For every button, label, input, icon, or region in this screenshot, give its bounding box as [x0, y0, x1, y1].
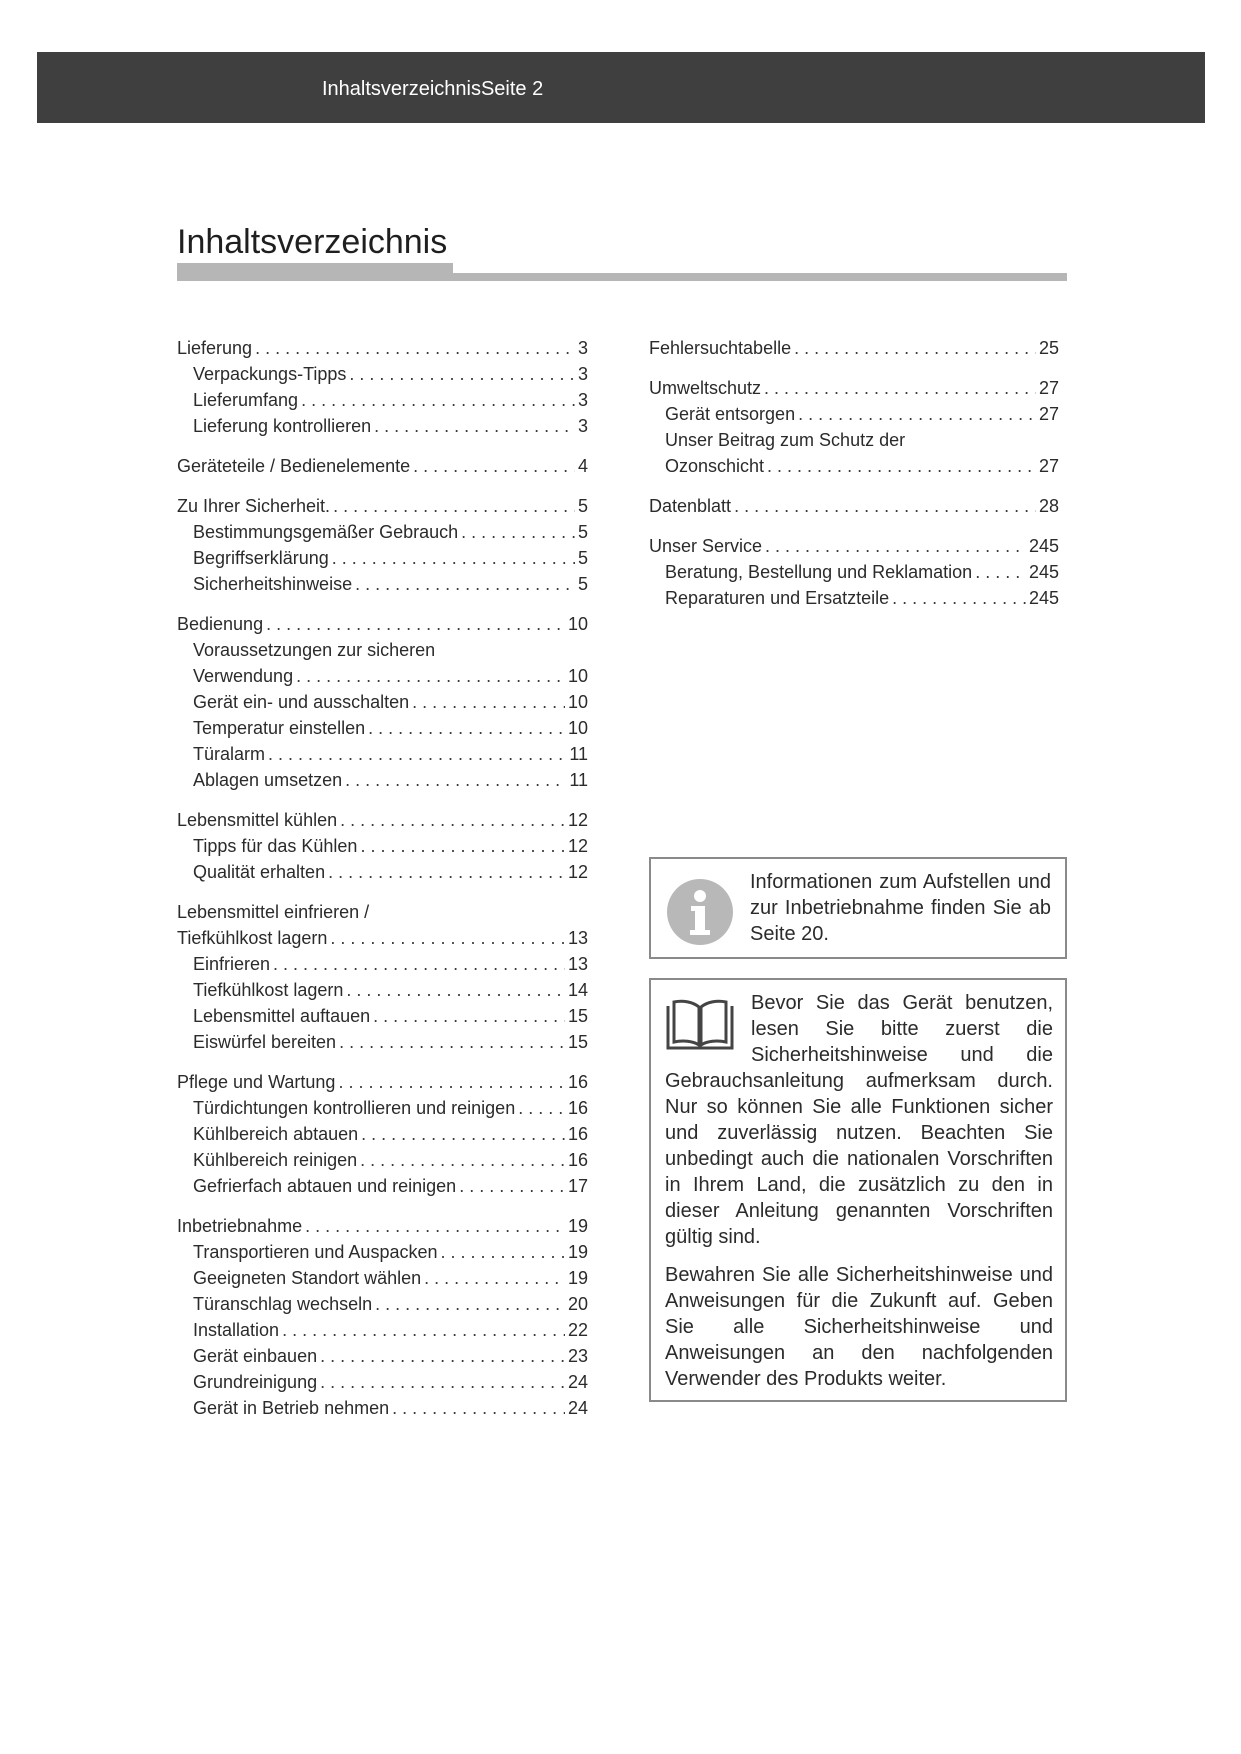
toc-subentry[interactable] [177, 977, 588, 1003]
toc-page-number: 3 [577, 390, 588, 410]
toc-entry-label: Gerät in Betrieb nehmen [193, 1398, 390, 1418]
toc-entry-label: Tipps für das Kühlen [193, 836, 358, 856]
toc-entry-label: Begriffserklärung [193, 548, 329, 568]
toc-entry-label: Türanschlag wechseln [193, 1294, 373, 1314]
toc-entry[interactable] [177, 453, 588, 479]
title-rule [177, 263, 1067, 281]
toc-page-number: 24 [567, 1372, 588, 1392]
toc-entry-label: Inbetriebnahme [177, 1216, 303, 1236]
toc-entry[interactable] [177, 925, 588, 951]
toc-leader-dots [255, 335, 575, 361]
toc-page-number: 19 [567, 1268, 588, 1288]
toc-leader-dots [368, 715, 565, 741]
toc-page-number: 22 [567, 1320, 588, 1340]
note-icon-space [665, 990, 751, 1066]
toc-entry-label: Eiswürfel bereiten [193, 1032, 337, 1052]
toc-subentry[interactable] [177, 833, 588, 859]
toc-entry-label: Verwendung [193, 666, 294, 686]
toc-page-number: 16 [567, 1124, 588, 1144]
toc-leader-dots [361, 1121, 565, 1147]
toc-right-column [649, 335, 1059, 625]
toc-entry-label: Umweltschutz [649, 378, 762, 398]
toc-entry-label: Lebensmittel auftauen [193, 1006, 371, 1026]
toc-page-number: 25 [1038, 338, 1059, 358]
toc-leader-dots [798, 401, 1036, 427]
toc-subentry[interactable] [177, 1369, 588, 1395]
toc-entry-label: Installation [193, 1320, 280, 1340]
toc-leader-dots [975, 559, 1026, 585]
toc-leader-dots [320, 1343, 565, 1369]
toc-page-number: 23 [567, 1346, 588, 1366]
toc-leader-dots [332, 545, 575, 571]
toc-page-number: 17 [567, 1176, 588, 1196]
toc-page-number: 10 [567, 692, 588, 712]
title-rule-thin [453, 273, 1067, 281]
title-rule-thick [177, 263, 453, 281]
toc-page-number: 19 [567, 1242, 588, 1262]
toc-entry-label: Fehlersuchtabelle [649, 338, 792, 358]
toc-group [649, 493, 1059, 519]
toc-page-number: 11 [569, 770, 588, 790]
toc-leader-dots [892, 585, 1026, 611]
toc-leader-dots [333, 493, 575, 519]
toc-page-number: 16 [567, 1098, 588, 1118]
note-text [665, 990, 1053, 1392]
toc-entry-label: Verpackungs-Tipps [193, 364, 347, 384]
toc-leader-dots [349, 361, 575, 387]
toc-leader-dots [360, 1147, 565, 1173]
toc-page-number: 16 [567, 1072, 588, 1092]
toc-subentry[interactable] [177, 1173, 588, 1199]
toc-leader-dots [328, 859, 565, 885]
toc-subentry[interactable] [649, 585, 1059, 611]
toc-subentry[interactable] [177, 859, 588, 885]
toc-leader-dots [413, 453, 575, 479]
toc-entry[interactable] [177, 611, 588, 637]
toc-leader-dots [360, 833, 565, 859]
toc-page-number: 245 [1028, 588, 1059, 608]
toc-subentry[interactable] [177, 545, 588, 571]
toc-subentry[interactable] [177, 951, 588, 977]
info-icon [666, 878, 734, 946]
toc-entry-label: Voraussetzungen zur sicheren [193, 640, 436, 660]
toc-page-number: 15 [567, 1032, 588, 1052]
toc-subentry[interactable] [177, 1147, 588, 1173]
toc-page-number: 5 [577, 522, 588, 542]
toc-entry-label: Gefrierfach abtauen und reinigen [193, 1176, 457, 1196]
toc-subentry[interactable] [177, 571, 588, 597]
toc-subentry[interactable] [177, 715, 588, 741]
toc-entry-label: Einfrieren [193, 954, 271, 974]
toc-page-number: 12 [567, 810, 588, 830]
toc-page-number: 28 [1038, 496, 1059, 516]
toc-leader-dots [296, 663, 565, 689]
toc-subentry[interactable] [177, 1395, 588, 1421]
toc-page-number: 24 [567, 1398, 588, 1418]
toc-leader-dots [266, 611, 565, 637]
toc-entry-label: Reparaturen und Ersatzteile [665, 588, 890, 608]
toc-leader-dots [330, 925, 565, 951]
note-paragraph-2: Bewahren Sie alle Sicherheitshinweise und Anweisungen für die Zukunft auf. Geben Sie alle Sicherheitshinweise und Anweisungen an den nachfolgenden Verwender des Produkts weiter. [665, 1264, 1053, 1390]
toc-entry[interactable] [177, 807, 588, 833]
toc-subentry[interactable] [177, 361, 588, 387]
toc-entry[interactable] [177, 335, 588, 361]
toc-page-number: 27 [1038, 456, 1059, 476]
toc-leader-dots [441, 1239, 565, 1265]
toc-page-number: 10 [567, 614, 588, 634]
toc-page-number: 245 [1028, 562, 1059, 582]
toc-page-number: 16 [567, 1150, 588, 1170]
toc-page-number: 10 [567, 666, 588, 686]
toc-group [177, 899, 588, 1055]
toc-entry-label: Gerät ein- und ausschalten [193, 692, 410, 712]
toc-entry-label: Datenblatt [649, 496, 732, 516]
toc-group [649, 335, 1059, 361]
toc-entry-label: Tiefkühlkost lagern [193, 980, 344, 1000]
toc-entry-label: Gerät einbauen [193, 1346, 318, 1366]
toc-leader-dots [765, 533, 1026, 559]
toc-page-number: 11 [569, 744, 588, 764]
header-bar [37, 52, 1205, 123]
toc-group [177, 493, 588, 597]
toc-subentry[interactable] [649, 427, 1059, 453]
toc-entry-label: Lebensmittel einfrieren / [177, 902, 370, 922]
note-box [649, 978, 1067, 1402]
toc-entry-label: Kühlbereich abtauen [193, 1124, 359, 1144]
toc-entry-label: Lieferung kontrollieren [193, 416, 372, 436]
toc-page-number: 12 [567, 836, 588, 856]
toc-leader-dots [794, 335, 1036, 361]
toc-subentry[interactable] [177, 637, 588, 663]
toc-page-number: 5 [577, 574, 588, 594]
toc-subentry[interactable] [177, 413, 588, 439]
toc-leader-dots [374, 413, 575, 439]
toc-subentry[interactable] [177, 1095, 588, 1121]
toc-entry-label: Türalarm [193, 744, 266, 764]
toc-page-number: 3 [577, 416, 588, 436]
toc-page-number: 20 [567, 1294, 588, 1314]
toc-subentry[interactable] [177, 689, 588, 715]
toc-page-number: 19 [567, 1216, 588, 1236]
toc-group [177, 1213, 588, 1421]
toc-entry-label: Tiefkühlkost lagern [177, 928, 328, 948]
toc-leader-dots [339, 1029, 565, 1055]
toc-leader-dots [518, 1095, 565, 1121]
toc-entry-label: Pflege und Wartung [177, 1072, 336, 1092]
toc-page-number: 12 [567, 862, 588, 882]
toc-subentry[interactable] [177, 767, 588, 793]
toc-subentry[interactable] [177, 1003, 588, 1029]
toc-group [649, 533, 1059, 611]
toc-subentry[interactable] [177, 1029, 588, 1055]
toc-left-column [177, 335, 588, 1435]
toc-entry-label: Bestimmungsgemäßer Gebrauch [193, 522, 459, 542]
toc-leader-dots [345, 767, 566, 793]
toc-entry[interactable] [649, 335, 1059, 361]
toc-page-number: 5 [577, 496, 588, 516]
toc-entry-label: Unser Beitrag zum Schutz der [665, 430, 906, 450]
page-title: Inhaltsverzeichnis [177, 223, 448, 261]
toc-entry-label: Beratung, Bestellung und Reklamation [665, 562, 973, 582]
toc-leader-dots [268, 741, 566, 767]
toc-leader-dots [320, 1369, 565, 1395]
toc-subentry[interactable] [177, 387, 588, 413]
toc-entry-label: Lebensmittel kühlen [177, 810, 338, 830]
toc-leader-dots [375, 1291, 565, 1317]
toc-subentry[interactable] [177, 663, 588, 689]
toc-entry-label: Lieferung [177, 338, 253, 358]
toc-leader-dots [338, 1069, 565, 1095]
toc-entry-label: Geeigneten Standort wählen [193, 1268, 422, 1288]
toc-leader-dots [301, 387, 575, 413]
toc-page-number: 10 [567, 718, 588, 738]
toc-page-number: 3 [577, 364, 588, 384]
toc-page-number: 4 [577, 456, 588, 476]
toc-subentry[interactable] [177, 1121, 588, 1147]
toc-subentry[interactable] [177, 1343, 588, 1369]
toc-subentry[interactable] [649, 401, 1059, 427]
toc-subentry[interactable] [177, 1239, 588, 1265]
toc-group [177, 1069, 588, 1199]
toc-leader-dots [340, 807, 565, 833]
toc-page-number: 13 [567, 928, 588, 948]
toc-group [177, 335, 588, 439]
toc-entry-label: Ablagen umsetzen [193, 770, 343, 790]
toc-leader-dots [373, 1003, 565, 1029]
toc-entry-label: Grundreinigung [193, 1372, 318, 1392]
toc-leader-dots [355, 571, 575, 597]
toc-entry-label: Gerät entsorgen [665, 404, 796, 424]
toc-page-number: 245 [1028, 536, 1059, 556]
toc-entry[interactable] [177, 493, 588, 519]
toc-group [177, 453, 588, 479]
toc-entry[interactable] [177, 899, 588, 925]
toc-subentry[interactable] [177, 1265, 588, 1291]
toc-leader-dots [392, 1395, 565, 1421]
toc-entry-label: Unser Service [649, 536, 763, 556]
toc-subentry[interactable] [177, 741, 588, 767]
toc-group [177, 611, 588, 793]
header-text: InhaltsverzeichnisSeite 2 [322, 78, 544, 100]
toc-entry-label: Lieferumfang [193, 390, 299, 410]
toc-leader-dots [346, 977, 565, 1003]
toc-leader-dots [412, 689, 565, 715]
toc-leader-dots [764, 375, 1036, 401]
toc-entry-label: Bedienung [177, 614, 264, 634]
toc-entry-label: Türdichtungen kontrollieren und reinigen [193, 1098, 516, 1118]
toc-group [649, 375, 1059, 479]
toc-page-number: 5 [577, 548, 588, 568]
toc-subentry[interactable] [649, 559, 1059, 585]
toc-subentry[interactable] [649, 453, 1059, 479]
toc-entry-label: Sicherheitshinweise [193, 574, 353, 594]
toc-entry-label: Ozonschicht [665, 456, 765, 476]
toc-leader-dots [461, 519, 575, 545]
toc-leader-dots [734, 493, 1036, 519]
toc-entry[interactable] [649, 533, 1059, 559]
toc-entry-label: Geräteteile / Bedienelemente [177, 456, 411, 476]
toc-subentry[interactable] [177, 519, 588, 545]
toc-leader-dots [459, 1173, 565, 1199]
toc-entry-label: Transportieren und Auspacken [193, 1242, 438, 1262]
toc-entry[interactable] [649, 493, 1059, 519]
toc-page-number: 27 [1038, 378, 1059, 398]
toc-leader-dots [767, 453, 1036, 479]
toc-page-number: 13 [567, 954, 588, 974]
toc-group [177, 807, 588, 885]
toc-entry-label: Zu Ihrer Sicherheit. [177, 496, 331, 516]
toc-leader-dots [305, 1213, 565, 1239]
toc-leader-dots [282, 1317, 565, 1343]
toc-subentry[interactable] [177, 1317, 588, 1343]
toc-page-number: 15 [567, 1006, 588, 1026]
info-box [649, 857, 1067, 959]
toc-entry-label: Kühlbereich reinigen [193, 1150, 358, 1170]
toc-subentry[interactable] [177, 1291, 588, 1317]
info-text: Informationen zum Aufstellen und zur Inbetriebnahme finden Sie ab Seite 20. [750, 871, 1051, 945]
toc-entry[interactable] [649, 375, 1059, 401]
toc-page-number: 27 [1038, 404, 1059, 424]
toc-entry[interactable] [177, 1213, 588, 1239]
toc-leader-dots [424, 1265, 565, 1291]
toc-entry-label: Qualität erhalten [193, 862, 326, 882]
toc-leader-dots [273, 951, 565, 977]
note-paragraph-1: Bevor Sie das Gerät benutzen, lesen Sie bitte zuerst die Sicherheitshinweise und die Gebrauchsanleitung aufmerksam durch. Nur so können Sie alle Funktionen sicher und zuverlässig nutzen. Beachten Sie unbedingt auch die nationalen Vorschriften in Ihrem Land, die zusätzlich zu den in dieser Anleitung genannten Vorschriften gültig sind. [665, 992, 1053, 1248]
toc-entry[interactable] [177, 1069, 588, 1095]
toc-entry-label: Temperatur einstellen [193, 718, 366, 738]
toc-page-number: 3 [577, 338, 588, 358]
toc-page-number: 14 [567, 980, 588, 1000]
